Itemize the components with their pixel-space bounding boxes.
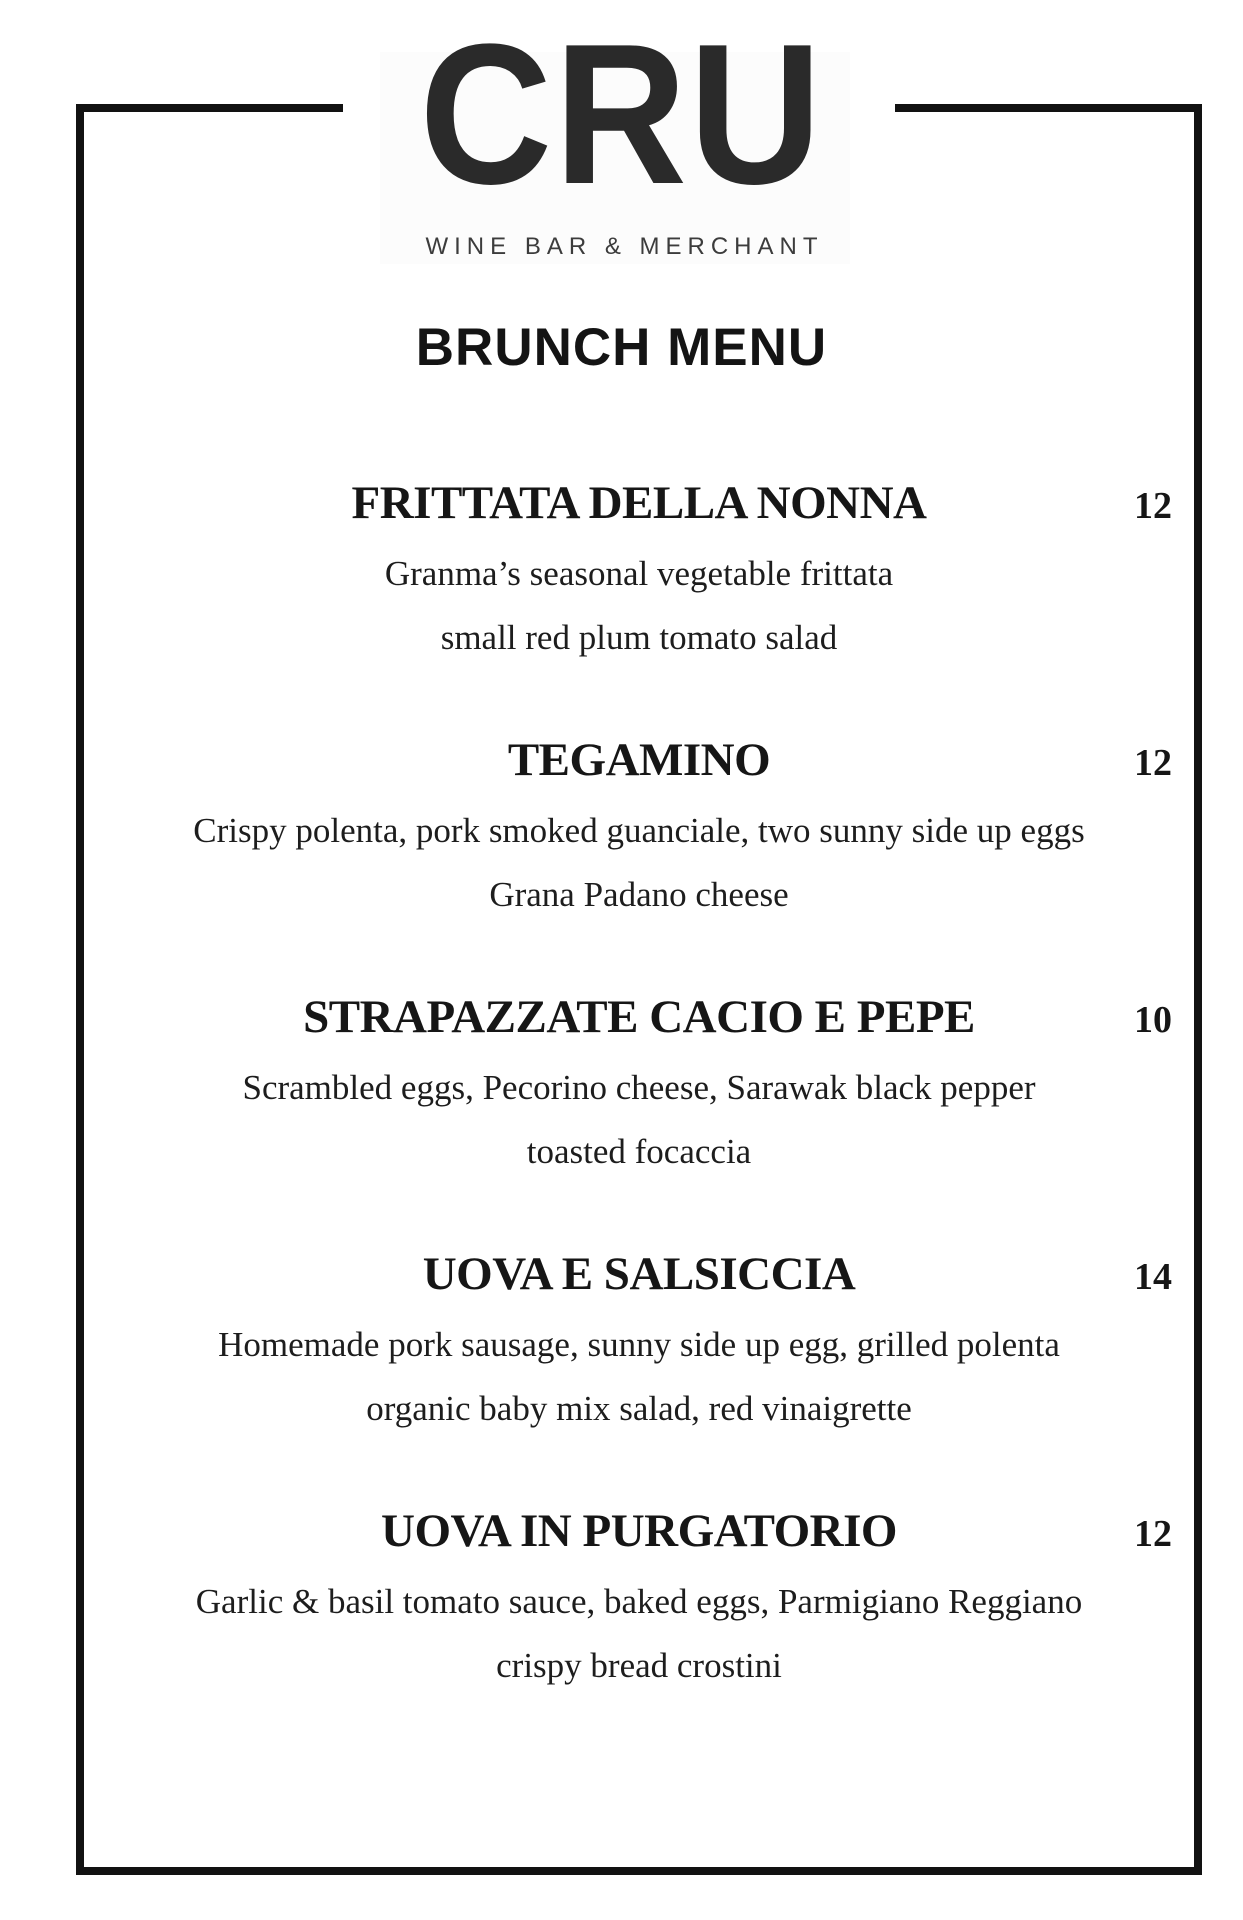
item-price: 12 (1134, 485, 1172, 527)
item-description-line-2: small red plum tomato salad (440, 618, 838, 657)
item-name: FRITTATA DELLA NONNA (351, 477, 927, 529)
item-description-line-1: Homemade pork sausage, sunny side up egg, grilled polenta (218, 1325, 1060, 1364)
item-description (84, 542, 1194, 670)
item-description-line-2: Grana Padano cheese (489, 875, 789, 914)
item-name: UOVA E SALSICCIA (422, 1248, 856, 1300)
item-description-line-2: organic baby mix salad, red vinaigrette (366, 1389, 912, 1428)
menu-item (84, 1499, 1194, 1698)
item-description-line-1: Granma’s seasonal vegetable frittata (384, 554, 894, 593)
menu-item (84, 471, 1194, 670)
item-description-line-1: Scrambled eggs, Pecorino cheese, Sarawak black pepper (242, 1068, 1036, 1107)
item-description-line-1: Crispy polenta, pork smoked guanciale, two sunny side up eggs (193, 811, 1085, 850)
menu-item (84, 1242, 1194, 1441)
item-description (84, 1313, 1194, 1441)
item-description-line-1: Garlic & basil tomato sauce, baked eggs, Parmigiano Reggiano (195, 1582, 1083, 1621)
page-title: BRUNCH MENU (415, 318, 828, 377)
item-price: 12 (1134, 742, 1172, 784)
item-price: 14 (1134, 1256, 1172, 1298)
item-description-line-2: crispy bread crostini (496, 1646, 782, 1685)
menu-item-list (84, 471, 1194, 1756)
item-price: 10 (1134, 999, 1172, 1041)
item-price: 12 (1134, 1513, 1172, 1555)
item-name: STRAPAZZATE CACIO E PEPE (303, 991, 975, 1043)
item-description (84, 1570, 1194, 1698)
item-description-line-2: toasted focaccia (526, 1132, 752, 1171)
menu-item (84, 985, 1194, 1184)
item-description (84, 1056, 1194, 1184)
brand-tagline: WINE BAR & MERCHANT (425, 233, 824, 260)
item-description (84, 799, 1194, 927)
item-name: TEGAMINO (507, 734, 771, 786)
menu-item (84, 728, 1194, 927)
brand-logo: CRU (419, 3, 824, 226)
item-name: UOVA IN PURGATORIO (381, 1505, 897, 1557)
